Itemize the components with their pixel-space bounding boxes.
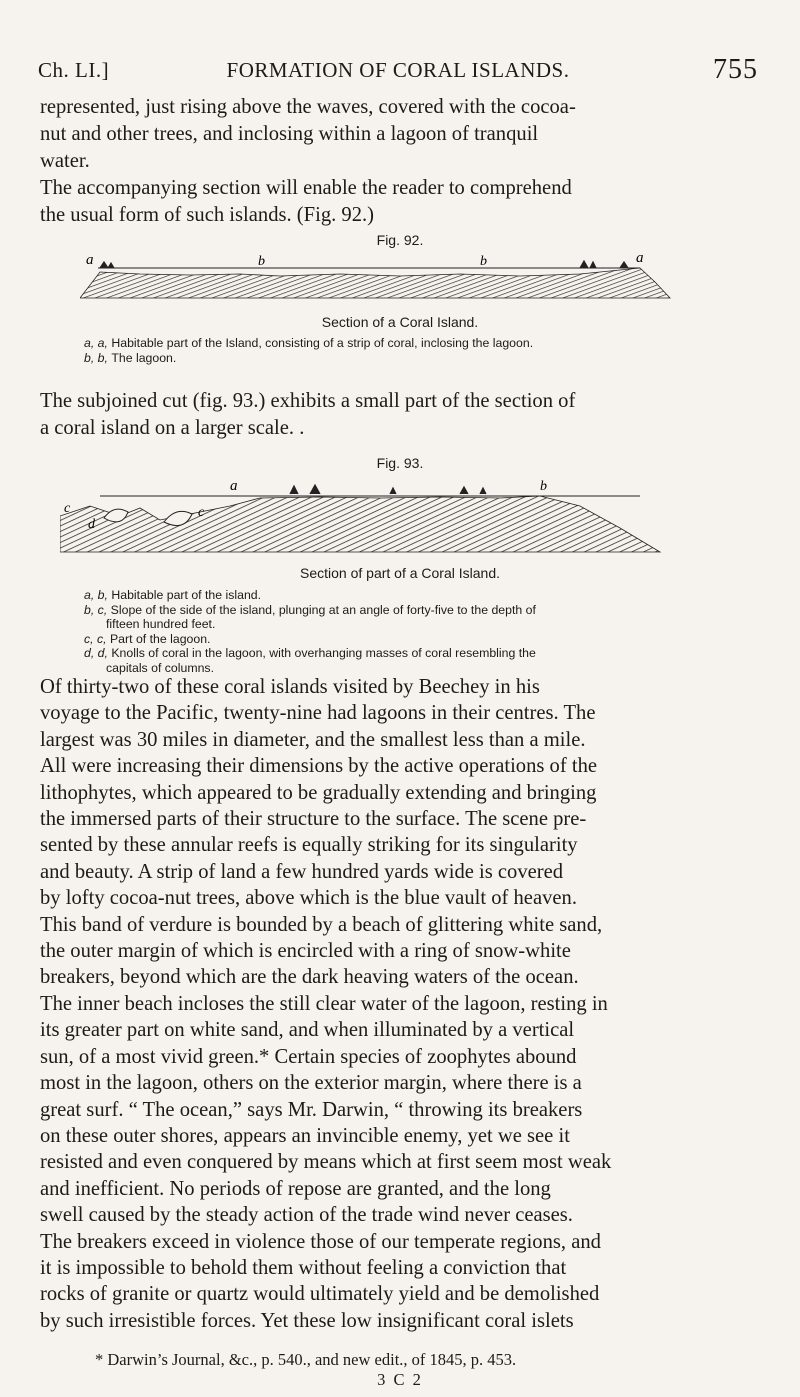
text-line: nut and other trees, and inclosing within a lagoon of tranquil bbox=[40, 123, 539, 145]
text-line: on these outer shores, appears an invincible enemy, yet we see it bbox=[40, 1124, 570, 1147]
figure-92-title: Fig. 92. bbox=[376, 232, 424, 248]
legend-text: Habitable part of the Island, consisting of a strip of coral, inclosing the lagoon. bbox=[111, 336, 534, 350]
text-line: the outer margin of which is encircled with a ring of snow-white bbox=[40, 940, 571, 963]
figure-93-section-diagram bbox=[60, 476, 720, 556]
text-line: The inner beach incloses the still clear water of the lagoon, resting in bbox=[40, 992, 608, 1015]
text-line: The subjoined cut (fig. 93.) exhibits a small part of the section of bbox=[40, 390, 576, 412]
text-line: This band of verdure is bounded by a beach of glittering white sand, bbox=[40, 913, 603, 936]
figure-92-label-a-left: a bbox=[86, 252, 94, 268]
text-line: by lofty cocoa-nut trees, above which is the blue vault of heaven. bbox=[40, 887, 577, 910]
text-line: great surf. “ The ocean,” says Mr. Darwin, “ throwing its breakers bbox=[40, 1098, 583, 1121]
text-line: most in the lagoon, others on the exterior margin, where there is a bbox=[40, 1072, 582, 1095]
text-line: rocks of granite or quartz would ultimately yield and be demolished bbox=[40, 1283, 600, 1306]
figure-92-label-b-left: b bbox=[258, 254, 265, 269]
text-line: the usual form of such islands. (Fig. 92.) bbox=[40, 204, 375, 226]
legend-row bbox=[84, 603, 740, 618]
legend-key: a, b, bbox=[84, 588, 108, 602]
text-line: and inefficient. No periods of repose are granted, and the long bbox=[40, 1177, 551, 1200]
legend-text: Part of the lagoon. bbox=[109, 631, 211, 646]
figure-92-caption: Section of a Coral Island. bbox=[321, 314, 479, 330]
text-line: by such irresistible forces. Yet these low insignificant coral islets bbox=[40, 1309, 574, 1332]
legend-row bbox=[84, 632, 740, 647]
text-line: its greater part on white sand, and when illuminated by a vertical bbox=[40, 1019, 575, 1042]
text-line: and beauty. A strip of land a few hundred yards wide is covered bbox=[40, 860, 564, 883]
legend-text: Knolls of coral in the lagoon, with overhanging masses of coral resembling the bbox=[111, 646, 536, 660]
text-line: represented, just rising above the waves, covered with the cocoa- bbox=[40, 96, 576, 118]
text-line: the immersed parts of their structure to the surface. The scene pre- bbox=[40, 808, 587, 831]
text-line: lithophytes, which appeared to be gradually extending and bringing bbox=[40, 781, 597, 804]
figure-92-label-a-right: a bbox=[636, 252, 644, 266]
legend-row bbox=[84, 588, 740, 603]
legend-key: b, c, bbox=[84, 602, 108, 617]
figure-92-section-diagram bbox=[80, 252, 720, 302]
text-line: sun, of a most vivid green.* Certain species of zoophytes abound bbox=[40, 1045, 577, 1068]
middle-paragraph bbox=[40, 388, 758, 442]
figure-93-label-a: a bbox=[230, 478, 238, 494]
figure-93-label-c-right: c bbox=[198, 505, 205, 520]
figure-93-label-b: b bbox=[540, 479, 547, 494]
legend-continuation: fifteen hundred feet. bbox=[106, 617, 216, 631]
legend-key: c, c, bbox=[84, 631, 107, 646]
legend-row bbox=[84, 336, 740, 351]
legend-row bbox=[84, 351, 740, 366]
legend-text: Habitable part of the island. bbox=[111, 588, 262, 602]
main-paragraph bbox=[40, 674, 758, 1334]
figure-93-caption: Section of part of a Coral Island. bbox=[300, 565, 500, 581]
figure-93-label-d: d bbox=[88, 517, 95, 532]
text-line: The accompanying section will enable the reader to comprehend bbox=[40, 177, 572, 199]
figure-92-legend bbox=[84, 336, 740, 365]
figure-93-label-c-left: c bbox=[64, 501, 71, 516]
legend-continuation: capitals of columns. bbox=[106, 660, 214, 675]
running-header bbox=[38, 54, 758, 88]
legend-key: d, d, bbox=[84, 646, 108, 660]
text-line: largest was 30 miles in diameter, and the smallest less than a mile. bbox=[40, 728, 586, 751]
legend-text: The lagoon. bbox=[111, 350, 177, 365]
text-line: sented by these annular reefs is equally striking for its singularity bbox=[40, 834, 578, 857]
running-title: FORMATION OF CORAL ISLANDS. bbox=[226, 58, 570, 82]
figure-92-label-b-right: b bbox=[480, 254, 487, 269]
figure-93-legend bbox=[84, 588, 740, 675]
text-line: All were increasing their dimensions by the active operations of the bbox=[40, 755, 598, 778]
signature-mark: 3 C 2 bbox=[377, 1370, 423, 1389]
intro-paragraph bbox=[40, 94, 758, 229]
figure-93-title: Fig. 93. bbox=[376, 455, 424, 471]
text-line: swell caused by the steady action of the trade wind never ceases. bbox=[40, 1204, 573, 1227]
text-line: Of thirty-two of these coral islands visited by Beechey in his bbox=[40, 676, 540, 698]
legend-row bbox=[84, 646, 740, 661]
text-line: resisted and even conquered by means which at first seem most weak bbox=[40, 1151, 612, 1174]
text-line: water. bbox=[40, 150, 90, 172]
page-number: 755 bbox=[713, 54, 758, 85]
legend-key: b, b, bbox=[84, 350, 108, 365]
text-line: it is impossible to behold them without feeling a conviction that bbox=[40, 1256, 567, 1279]
text-line: The breakers exceed in violence those of our temperate regions, and bbox=[40, 1230, 601, 1253]
text-line: voyage to the Pacific, twenty-nine had lagoons in their centres. The bbox=[40, 702, 596, 725]
chapter-label: Ch. LI.] bbox=[38, 58, 110, 82]
text-line: breakers, beyond which are the dark heaving waters of the ocean. bbox=[40, 966, 579, 989]
legend-text: Slope of the side of the island, plunging at an angle of forty-five to the depth of bbox=[110, 602, 536, 617]
footnote: * Darwin’s Journal, &c., p. 540., and new edit., of 1845, p. 453. bbox=[95, 1350, 517, 1369]
legend-key: a, a, bbox=[84, 336, 108, 350]
text-line: a coral island on a larger scale. . bbox=[40, 417, 305, 439]
